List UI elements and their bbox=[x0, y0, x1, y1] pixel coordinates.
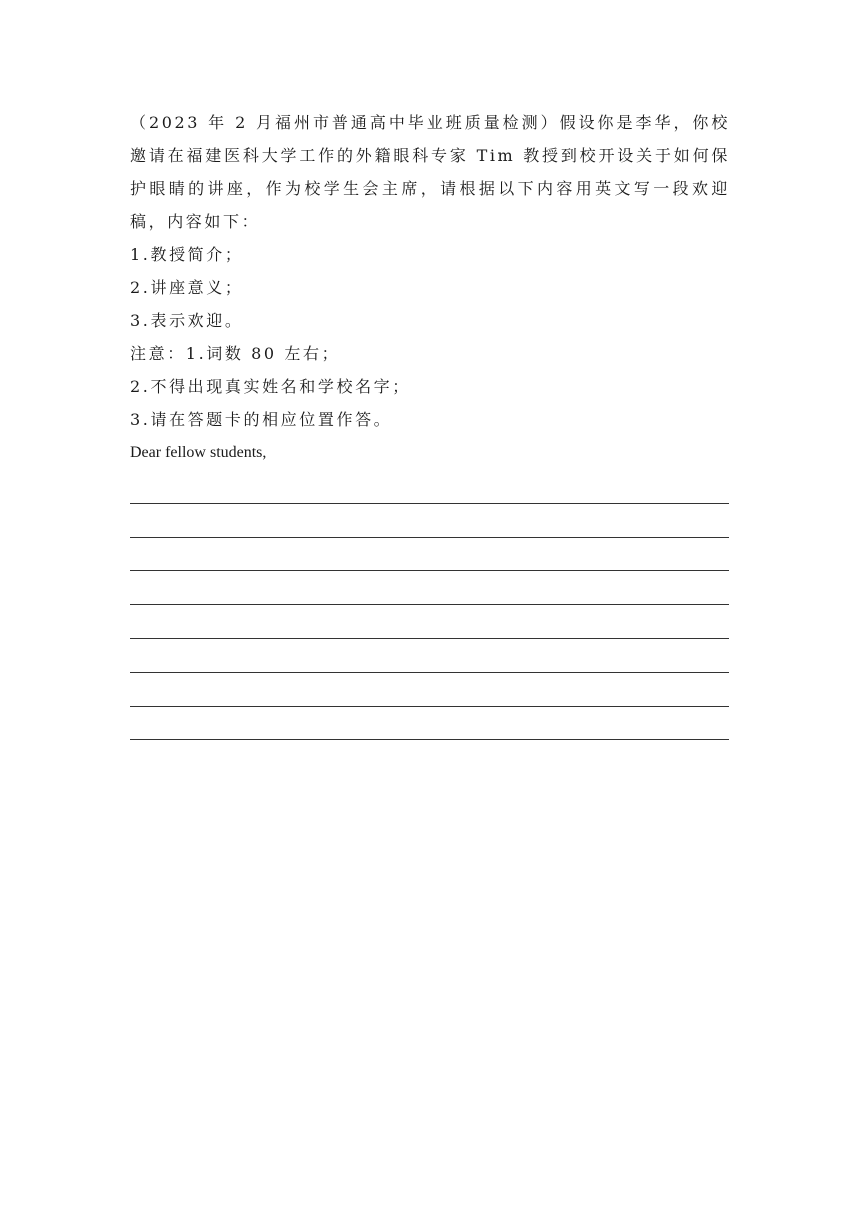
answer-line bbox=[130, 470, 729, 504]
note-2: 2.不得出现真实姓名和学校名字； bbox=[130, 377, 411, 396]
answer-line bbox=[130, 673, 729, 707]
task-prompt: （2023 年 2 月福州市普通高中毕业班质量检测）假设你是李华，你校邀请在福建医科大学工作的外籍眼科专家 Tim 教授到校开设关于如何保护眼睛的讲座，作为校学生会主席，请根据以下内容用英文写一段欢迎稿，内容如下： bbox=[130, 113, 730, 231]
answer-lines bbox=[130, 470, 729, 740]
note-3: 3.请在答题卡的相应位置作答。 bbox=[130, 410, 393, 429]
answer-line bbox=[130, 571, 729, 605]
answer-line bbox=[130, 707, 729, 741]
content-point-1: 1.教授简介； bbox=[130, 245, 244, 264]
answer-line bbox=[130, 538, 729, 572]
note-1: 注意：1.词数 80 左右； bbox=[130, 344, 341, 363]
content-point-2: 2.讲座意义； bbox=[130, 278, 244, 297]
answer-line bbox=[130, 605, 729, 639]
greeting: Dear fellow students, bbox=[130, 444, 267, 461]
answer-line bbox=[130, 504, 729, 538]
content-point-3: 3.表示欢迎。 bbox=[130, 311, 244, 330]
answer-line bbox=[130, 639, 729, 673]
task-content bbox=[130, 106, 730, 469]
